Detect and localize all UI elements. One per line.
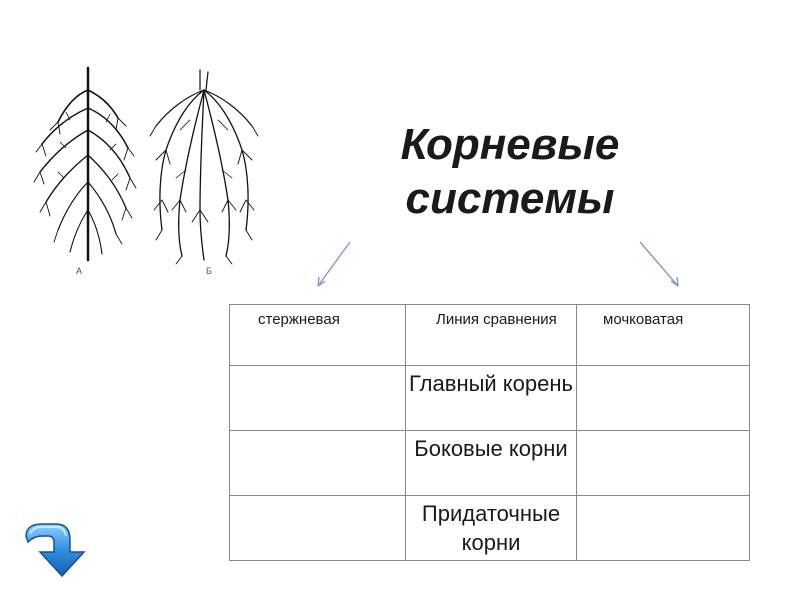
header-taproot: стержневая	[230, 305, 406, 366]
cell-criterion: Придаточные корни	[406, 496, 577, 561]
slide-title	[360, 118, 660, 226]
comparison-table	[229, 304, 750, 561]
title-line-2: системы	[405, 174, 615, 223]
cell-criterion: Боковые корни	[406, 431, 577, 496]
cell-fibrous[interactable]	[577, 496, 750, 561]
label-a: А	[76, 266, 83, 276]
cell-fibrous[interactable]	[577, 431, 750, 496]
title-line-1: Корневые	[400, 120, 620, 169]
connector-arrows	[300, 230, 700, 300]
label-b: Б	[206, 266, 212, 276]
table-header-row	[230, 305, 750, 366]
taproot-drawing	[34, 68, 136, 260]
cell-fibrous[interactable]	[577, 366, 750, 431]
table-row	[230, 496, 750, 561]
right-arrow-line	[640, 242, 678, 286]
header-fibrous: мочковатая	[577, 305, 750, 366]
cell-taproot[interactable]	[230, 431, 406, 496]
left-arrow-line	[318, 242, 350, 286]
curved-down-arrow-icon[interactable]	[22, 518, 90, 580]
cell-criterion: Главный корень	[406, 366, 577, 431]
header-comparison-line: Линия сравнения	[406, 305, 577, 366]
table-row	[230, 431, 750, 496]
cell-taproot[interactable]	[230, 496, 406, 561]
root-systems-illustration	[30, 60, 280, 290]
cell-taproot[interactable]	[230, 366, 406, 431]
fibrous-root-drawing	[150, 70, 258, 264]
table-row	[230, 366, 750, 431]
